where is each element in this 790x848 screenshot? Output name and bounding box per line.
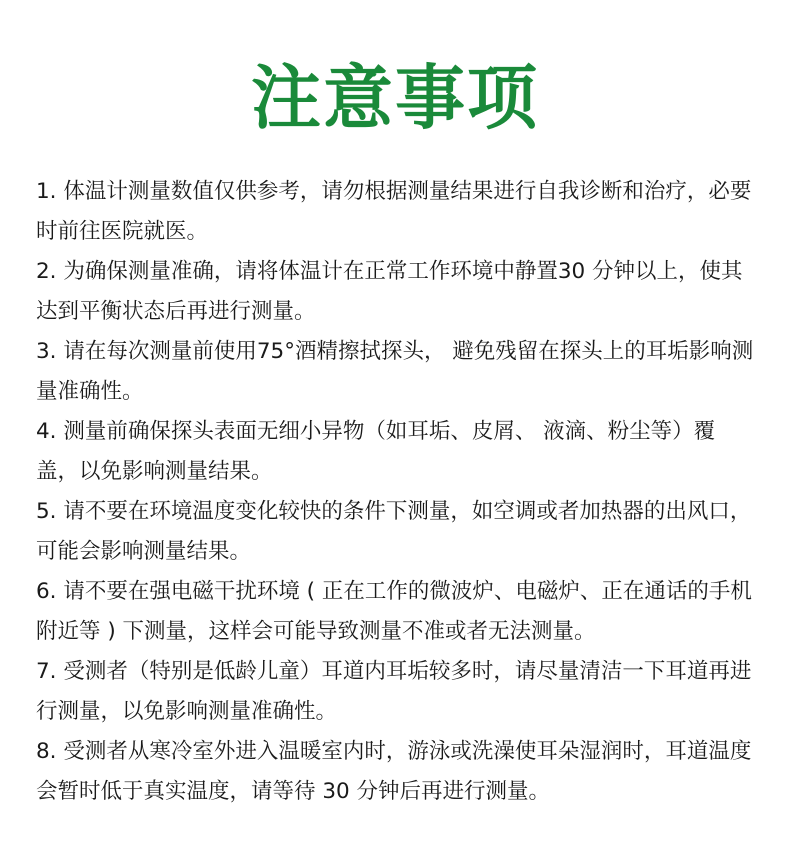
- note-item-7: 7. 受测者（特别是低龄儿童）耳道内耳垢较多时，请尽量清洁一下耳道再进行测量，以免影响测量准确性。: [36, 659, 752, 724]
- page-title: 注意事项: [251, 57, 539, 139]
- note-item-1: 1. 体温计测量数值仅供参考，请勿根据测量结果进行自我诊断和治疗，必要时前往医院就医。: [36, 179, 752, 244]
- note-item-5: 5. 请不要在环境温度变化较快的条件下测量，如空调或者加热器的出风口，可能会影响测量结果。: [36, 499, 752, 564]
- note-item-2: 2. 为确保测量准确，请将体温计在正常工作环境中静置30 分钟以上，使其达到平衡状态后再进行测量。: [36, 259, 743, 324]
- notes-list: [36, 172, 756, 812]
- note-item-6: 6. 请不要在强电磁干扰环境 ( 正在工作的微波炉、电磁炉、正在通话的手机附近等 ) 下测量，这样会可能导致测量不准或者无法测量。: [36, 579, 752, 644]
- note-item-8: 8. 受测者从寒冷室外进入温暖室内时，游泳或洗澡使耳朵湿润时，耳道温度会暂时低于真实温度，请等待 30 分钟后再进行测量。: [36, 739, 752, 804]
- note-item-4: 4. 测量前确保探头表面无细小异物（如耳垢、皮屑、 液滴、粉尘等）覆盖，以免影响测量结果。: [36, 419, 716, 484]
- note-item-3: 3. 请在每次测量前使用75°酒精擦拭探头， 避免残留在探头上的耳垢影响测量准确性。: [36, 339, 754, 404]
